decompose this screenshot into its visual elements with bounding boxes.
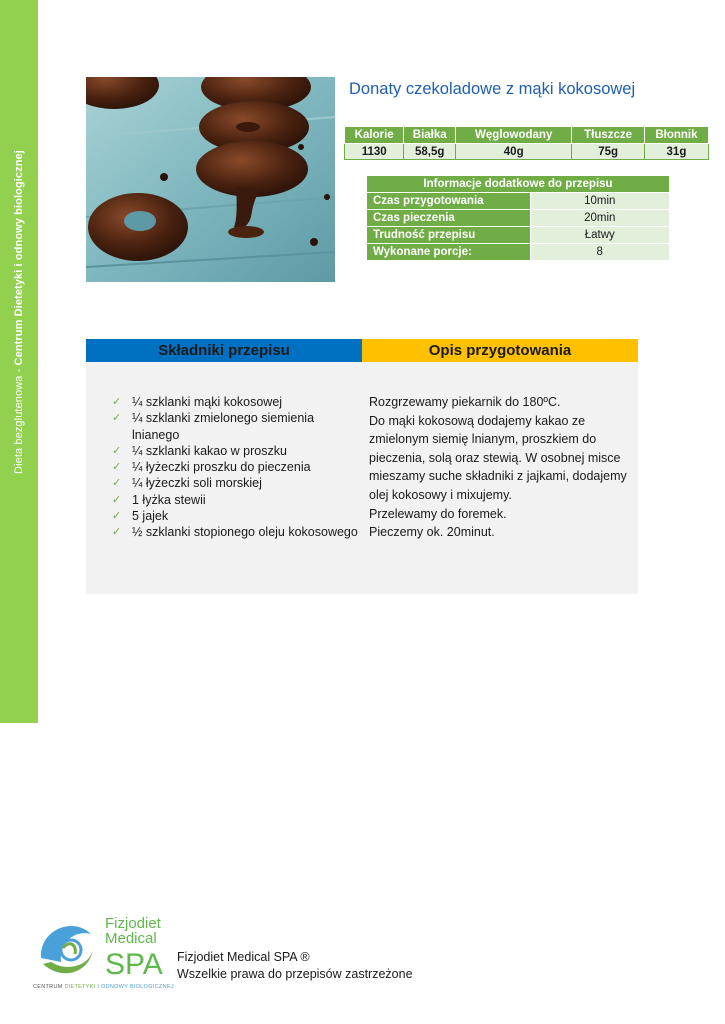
logo-line2: Medical — [105, 930, 157, 947]
sidebar-text — [13, 150, 25, 474]
nutrition-value: 31g — [644, 144, 708, 160]
ingredient-text: ¼ łyżeczki soli morskiej — [132, 476, 262, 491]
checkmark-icon: ✓ — [112, 444, 122, 457]
ingredient-text: ½ szklanki stopionego oleju kokosowego — [132, 525, 358, 540]
preparation-text — [369, 393, 631, 542]
info-value: 20min — [530, 209, 669, 226]
info-label: Czas pieczenia — [367, 209, 530, 226]
info-label: Wykonane porcje: — [367, 243, 530, 260]
sidebar-text-regular: Dieta bezglutenowa - — [13, 365, 25, 474]
info-value: Łatwy — [530, 226, 669, 243]
info-table — [367, 176, 669, 260]
list-item — [112, 410, 362, 443]
logo-line1: Fizjodiet — [105, 915, 161, 932]
sidebar-text-bold: Centrum Dietetyki i odnowy biologicznej — [13, 150, 25, 366]
ingredients-list — [112, 394, 362, 541]
list-item — [112, 443, 362, 459]
info-label: Czas przygotowania — [367, 192, 530, 209]
ingredient-text: ¼ szklanki kakao w proszku — [132, 443, 287, 458]
recipe-photo — [86, 77, 335, 282]
ingredients-heading: Składniki przepisu — [86, 339, 362, 362]
nutrition-header: Białka — [404, 127, 456, 144]
info-row — [367, 192, 669, 209]
list-item — [112, 459, 362, 475]
nutrition-value: 40g — [456, 144, 572, 160]
preparation-step: Rozgrzewamy piekarnik do 180ºC. — [369, 395, 561, 409]
preparation-step: Przelewamy do foremek. — [369, 506, 507, 521]
footer — [177, 949, 413, 983]
logo-tagline — [33, 984, 174, 990]
nutrition-value: 1130 — [345, 144, 404, 160]
info-heading: Informacje dodatkowe do przepisu — [367, 176, 669, 192]
preparation-heading: Opis przygotowania — [362, 339, 638, 362]
donuts-illustration — [86, 77, 335, 282]
info-row — [367, 243, 669, 260]
checkmark-icon: ✓ — [112, 461, 122, 474]
logo-tagline-1: CENTRUM — [33, 984, 65, 990]
list-item — [112, 394, 362, 410]
list-item — [112, 475, 362, 491]
info-row — [367, 226, 669, 243]
checkmark-icon: ✓ — [112, 396, 122, 408]
info-label: Trudność przepisu — [367, 226, 530, 243]
company-logo — [33, 910, 173, 994]
nutrition-value: 58,5g — [404, 144, 456, 160]
list-item — [112, 508, 362, 524]
checkmark-icon: ✓ — [112, 526, 122, 539]
ingredient-text: 1 łyżka stewii — [132, 492, 206, 507]
info-row — [367, 209, 669, 226]
checkmark-icon: ✓ — [112, 477, 122, 490]
ingredient-text: ¼ szklanki zmielonego siemienia lnianego — [132, 411, 315, 442]
nutrition-value: 75g — [572, 144, 645, 160]
nutrition-value-row — [345, 144, 709, 160]
list-item — [112, 524, 362, 540]
nutrition-header: Tłuszcze — [572, 127, 645, 144]
nutrition-header: Kalorie — [345, 127, 404, 144]
ingredient-text: ¼ łyżeczki proszku do pieczenia — [132, 460, 311, 475]
logo-tagline-2: DIETETYKI — [64, 984, 96, 990]
checkmark-icon: ✓ — [112, 493, 122, 506]
logo-tagline-3: I ODNOWY BIOLOGICZNEJ — [95, 984, 174, 990]
nutrition-header: Błonnik — [644, 127, 708, 144]
ingredient-text: ¼ szklanki mąki kokosowej — [132, 395, 283, 409]
checkmark-icon: ✓ — [112, 412, 122, 425]
logo-mark-icon — [33, 910, 173, 994]
preparation-step: Do mąki kokosową dodajemy kakao ze zmielonym siemię lnianym, proszkiem do pieczenia, solą oraz stewią. W osobnej misce mieszamy suche składniki z jajkami, dodajemy olej kokosowy i mixujemy. — [369, 413, 627, 502]
footer-copyright: Wszelkie prawa do przepisów zastrzeżone — [177, 967, 413, 981]
checkmark-icon: ✓ — [112, 510, 122, 523]
nutrition-header: Węglowodany — [456, 127, 572, 144]
footer-company: Fizjodiet Medical SPA ® — [177, 950, 310, 964]
ingredient-text: 5 jajek — [132, 509, 169, 524]
nutrition-header-row — [345, 127, 709, 144]
recipe-title: Donaty czekoladowe z mąki kokosowej — [349, 80, 636, 98]
info-value: 8 — [530, 243, 669, 260]
list-item — [112, 492, 362, 508]
preparation-step: Pieczemy ok. 20minut. — [369, 525, 495, 540]
info-value: 10min — [530, 192, 669, 209]
logo-line3: SPA — [105, 948, 163, 981]
nutrition-table — [344, 126, 709, 160]
